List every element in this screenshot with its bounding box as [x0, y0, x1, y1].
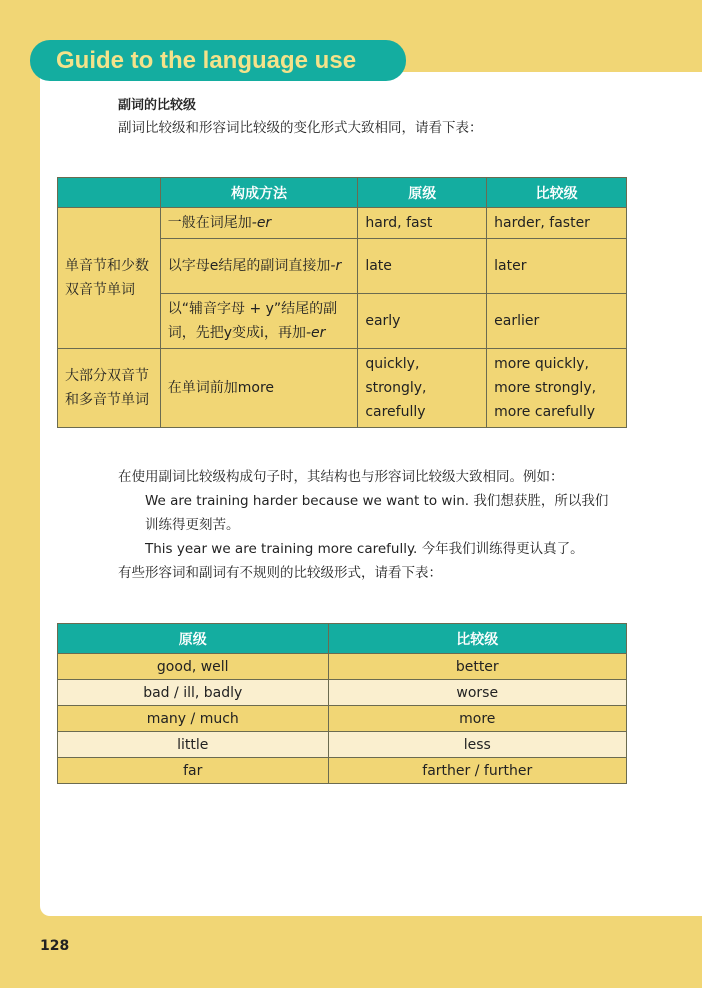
comparative-cell: better	[328, 654, 626, 680]
group-cell: 大部分双音节和多音节单词	[58, 349, 161, 428]
table-row	[58, 349, 627, 428]
intro-text: 副词比较级和形容词比较级的变化形式大致相同，请看下表：	[118, 120, 483, 136]
base-cell: bad / ill, badly	[58, 680, 329, 706]
comparative-cell: more	[328, 706, 626, 732]
base-cell: late	[358, 239, 487, 294]
table-row	[58, 680, 627, 706]
method-cell: 以字母e结尾的副词直接加-r	[160, 239, 358, 294]
irregular-table	[57, 623, 627, 784]
heading: 副词的比较级	[118, 98, 197, 113]
comparative-rules-table	[57, 177, 627, 428]
comparative-cell: more quickly, more strongly, more carefully	[487, 349, 627, 428]
para-2: 有些形容词和副词有不规则的比较级形式，请看下表：	[118, 565, 442, 581]
table-header: 构成方法	[160, 178, 358, 208]
base-cell: good, well	[58, 654, 329, 680]
base-cell: little	[58, 732, 329, 758]
page-number: 128	[40, 938, 70, 954]
method-cell: 以“辅音字母 + y”结尾的副词，先把y变成i，再加-er	[160, 294, 358, 349]
table-row	[58, 208, 627, 239]
base-cell: many / much	[58, 706, 329, 732]
table-header	[58, 178, 161, 208]
table-header: 比较级	[487, 178, 627, 208]
section-title: Guide to the language use	[30, 40, 406, 81]
comparative-cell: farther / further	[328, 758, 626, 784]
comparative-cell: harder, faster	[487, 208, 627, 239]
table-row	[58, 654, 627, 680]
comparative-cell: less	[328, 732, 626, 758]
example-1-cont: 训练得更刻苦。	[145, 517, 240, 533]
base-cell: early	[358, 294, 487, 349]
para-1: 在使用副词比较级构成句子时，其结构也与形容词比较级大致相同。例如：	[118, 469, 564, 485]
table-row	[58, 732, 627, 758]
example-2: This year we are training more carefully. 今年我们训练得更认真了。	[145, 541, 584, 557]
table-header: 比较级	[328, 624, 626, 654]
comparative-cell: later	[487, 239, 627, 294]
comparative-cell: worse	[328, 680, 626, 706]
base-cell: far	[58, 758, 329, 784]
base-cell: quickly, strongly, carefully	[358, 349, 487, 428]
method-cell: 一般在词尾加-er	[160, 208, 358, 239]
example-1: We are training harder because we want to win. 我们想获胜，所以我们	[145, 493, 609, 509]
group-cell: 单音节和少数双音节单词	[58, 208, 161, 349]
table-row	[58, 706, 627, 732]
table-header: 原级	[58, 624, 329, 654]
comparative-cell: earlier	[487, 294, 627, 349]
table-header: 原级	[358, 178, 487, 208]
table-row	[58, 758, 627, 784]
method-cell: 在单词前加more	[160, 349, 358, 428]
base-cell: hard, fast	[358, 208, 487, 239]
